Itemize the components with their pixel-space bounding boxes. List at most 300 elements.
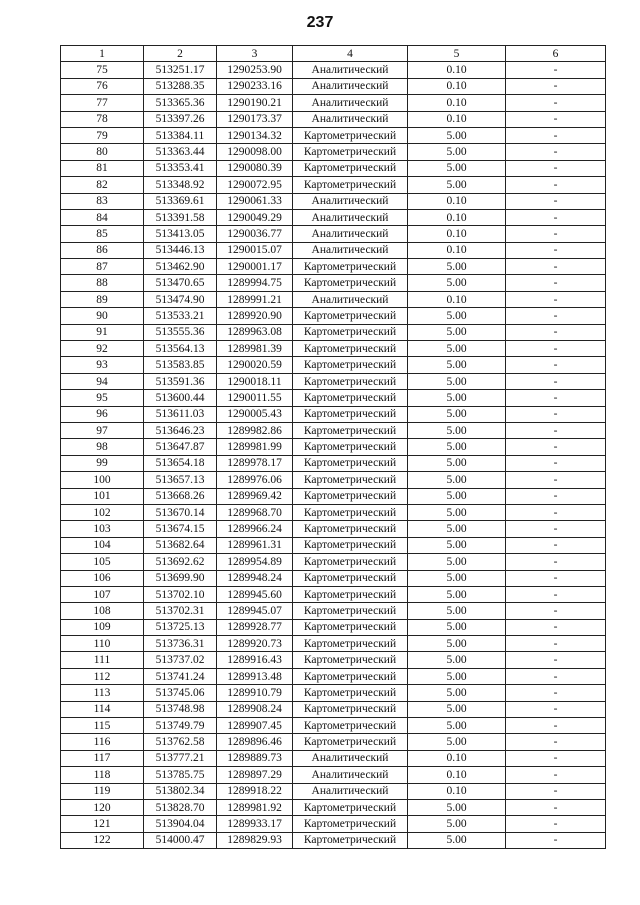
method-cell: Картометрический	[293, 259, 408, 275]
accuracy-cell: 5.00	[408, 406, 506, 422]
point-number-cell: 100	[61, 472, 144, 488]
accuracy-cell: 0.10	[408, 291, 506, 307]
method-cell: Аналитический	[293, 193, 408, 209]
x-coordinate-cell: 513413.05	[144, 226, 217, 242]
column-header-3: 3	[217, 46, 293, 62]
table-row	[61, 603, 606, 619]
point-number-cell: 109	[61, 619, 144, 635]
accuracy-cell: 5.00	[408, 701, 506, 717]
table-row	[61, 422, 606, 438]
point-number-cell: 80	[61, 144, 144, 160]
column-header-6: 6	[506, 46, 606, 62]
note-cell: -	[506, 521, 606, 537]
point-number-cell: 87	[61, 259, 144, 275]
table-row	[61, 619, 606, 635]
table-row	[61, 767, 606, 783]
point-number-cell: 95	[61, 390, 144, 406]
x-coordinate-cell: 513369.61	[144, 193, 217, 209]
x-coordinate-cell: 513702.10	[144, 586, 217, 602]
x-coordinate-cell: 513591.36	[144, 373, 217, 389]
y-coordinate-cell: 1289981.92	[217, 799, 293, 815]
table-row	[61, 570, 606, 586]
table-row	[61, 226, 606, 242]
x-coordinate-cell: 513353.41	[144, 160, 217, 176]
method-cell: Картометрический	[293, 160, 408, 176]
point-number-cell: 78	[61, 111, 144, 127]
table-row	[61, 734, 606, 750]
x-coordinate-cell: 513668.26	[144, 488, 217, 504]
x-coordinate-cell: 513904.04	[144, 816, 217, 832]
accuracy-cell: 5.00	[408, 619, 506, 635]
y-coordinate-cell: 1289829.93	[217, 832, 293, 848]
x-coordinate-cell: 513749.79	[144, 718, 217, 734]
point-number-cell: 94	[61, 373, 144, 389]
table-row	[61, 275, 606, 291]
accuracy-cell: 5.00	[408, 685, 506, 701]
y-coordinate-cell: 1290018.11	[217, 373, 293, 389]
note-cell: -	[506, 390, 606, 406]
y-coordinate-cell: 1290253.90	[217, 62, 293, 78]
accuracy-cell: 0.10	[408, 783, 506, 799]
accuracy-cell: 5.00	[408, 160, 506, 176]
accuracy-cell: 0.10	[408, 242, 506, 258]
x-coordinate-cell: 513670.14	[144, 504, 217, 520]
note-cell: -	[506, 439, 606, 455]
x-coordinate-cell: 514000.47	[144, 832, 217, 848]
note-cell: -	[506, 636, 606, 652]
y-coordinate-cell: 1289969.42	[217, 488, 293, 504]
x-coordinate-cell: 513384.11	[144, 127, 217, 143]
x-coordinate-cell: 513741.24	[144, 668, 217, 684]
note-cell: -	[506, 472, 606, 488]
method-cell: Картометрический	[293, 341, 408, 357]
note-cell: -	[506, 537, 606, 553]
y-coordinate-cell: 1289889.73	[217, 750, 293, 766]
table-row	[61, 177, 606, 193]
table-row	[61, 488, 606, 504]
table-row	[61, 521, 606, 537]
x-coordinate-cell: 513702.31	[144, 603, 217, 619]
y-coordinate-cell: 1289963.08	[217, 324, 293, 340]
y-coordinate-cell: 1289945.60	[217, 586, 293, 602]
accuracy-cell: 5.00	[408, 816, 506, 832]
point-number-cell: 97	[61, 422, 144, 438]
note-cell: -	[506, 406, 606, 422]
point-number-cell: 98	[61, 439, 144, 455]
x-coordinate-cell: 513474.90	[144, 291, 217, 307]
point-number-cell: 92	[61, 341, 144, 357]
table-row	[61, 799, 606, 815]
method-cell: Картометрический	[293, 799, 408, 815]
method-cell: Картометрический	[293, 603, 408, 619]
accuracy-cell: 5.00	[408, 521, 506, 537]
method-cell: Картометрический	[293, 521, 408, 537]
table-row	[61, 636, 606, 652]
method-cell: Аналитический	[293, 750, 408, 766]
method-cell: Картометрический	[293, 652, 408, 668]
table-row	[61, 537, 606, 553]
y-coordinate-cell: 1290098.00	[217, 144, 293, 160]
accuracy-cell: 5.00	[408, 554, 506, 570]
table-row	[61, 193, 606, 209]
x-coordinate-cell: 513462.90	[144, 259, 217, 275]
table-row	[61, 439, 606, 455]
x-coordinate-cell: 513533.21	[144, 308, 217, 324]
method-cell: Картометрический	[293, 537, 408, 553]
accuracy-cell: 5.00	[408, 652, 506, 668]
note-cell: -	[506, 783, 606, 799]
method-cell: Картометрический	[293, 390, 408, 406]
accuracy-cell: 5.00	[408, 455, 506, 471]
x-coordinate-cell: 513745.06	[144, 685, 217, 701]
table-row	[61, 750, 606, 766]
note-cell: -	[506, 144, 606, 160]
y-coordinate-cell: 1290049.29	[217, 209, 293, 225]
method-cell: Картометрический	[293, 668, 408, 684]
y-coordinate-cell: 1289910.79	[217, 685, 293, 701]
accuracy-cell: 5.00	[408, 177, 506, 193]
x-coordinate-cell: 513762.58	[144, 734, 217, 750]
method-cell: Картометрический	[293, 275, 408, 291]
y-coordinate-cell: 1289978.17	[217, 455, 293, 471]
table-row	[61, 586, 606, 602]
table-row	[61, 62, 606, 78]
column-header-2: 2	[144, 46, 217, 62]
table-row	[61, 341, 606, 357]
x-coordinate-cell: 513363.44	[144, 144, 217, 160]
point-number-cell: 84	[61, 209, 144, 225]
accuracy-cell: 5.00	[408, 308, 506, 324]
note-cell: -	[506, 78, 606, 94]
table-row	[61, 390, 606, 406]
note-cell: -	[506, 324, 606, 340]
y-coordinate-cell: 1290001.17	[217, 259, 293, 275]
y-coordinate-cell: 1289961.31	[217, 537, 293, 553]
y-coordinate-cell: 1290020.59	[217, 357, 293, 373]
point-number-cell: 101	[61, 488, 144, 504]
column-header-1: 1	[61, 46, 144, 62]
table-row	[61, 701, 606, 717]
y-coordinate-cell: 1289908.24	[217, 701, 293, 717]
table-row	[61, 209, 606, 225]
coordinates-table	[60, 45, 606, 849]
method-cell: Картометрический	[293, 734, 408, 750]
table-row	[61, 78, 606, 94]
accuracy-cell: 0.10	[408, 111, 506, 127]
point-number-cell: 90	[61, 308, 144, 324]
column-header-5: 5	[408, 46, 506, 62]
x-coordinate-cell: 513583.85	[144, 357, 217, 373]
y-coordinate-cell: 1289928.77	[217, 619, 293, 635]
x-coordinate-cell: 513251.17	[144, 62, 217, 78]
point-number-cell: 112	[61, 668, 144, 684]
table-row	[61, 504, 606, 520]
table-row	[61, 668, 606, 684]
x-coordinate-cell: 513748.98	[144, 701, 217, 717]
table-body	[61, 62, 606, 849]
note-cell: -	[506, 62, 606, 78]
accuracy-cell: 5.00	[408, 586, 506, 602]
point-number-cell: 113	[61, 685, 144, 701]
note-cell: -	[506, 816, 606, 832]
method-cell: Аналитический	[293, 111, 408, 127]
point-number-cell: 119	[61, 783, 144, 799]
point-number-cell: 79	[61, 127, 144, 143]
point-number-cell: 77	[61, 95, 144, 111]
y-coordinate-cell: 1289976.06	[217, 472, 293, 488]
y-coordinate-cell: 1290233.16	[217, 78, 293, 94]
method-cell: Картометрический	[293, 324, 408, 340]
point-number-cell: 110	[61, 636, 144, 652]
y-coordinate-cell: 1290134.32	[217, 127, 293, 143]
y-coordinate-cell: 1290005.43	[217, 406, 293, 422]
table-row	[61, 406, 606, 422]
method-cell: Аналитический	[293, 209, 408, 225]
point-number-cell: 99	[61, 455, 144, 471]
note-cell: -	[506, 767, 606, 783]
method-cell: Картометрический	[293, 718, 408, 734]
method-cell: Аналитический	[293, 783, 408, 799]
x-coordinate-cell: 513736.31	[144, 636, 217, 652]
table-row	[61, 291, 606, 307]
x-coordinate-cell: 513647.87	[144, 439, 217, 455]
accuracy-cell: 5.00	[408, 439, 506, 455]
note-cell: -	[506, 209, 606, 225]
point-number-cell: 96	[61, 406, 144, 422]
x-coordinate-cell: 513397.26	[144, 111, 217, 127]
note-cell: -	[506, 488, 606, 504]
accuracy-cell: 0.10	[408, 226, 506, 242]
y-coordinate-cell: 1289994.75	[217, 275, 293, 291]
x-coordinate-cell: 513654.18	[144, 455, 217, 471]
accuracy-cell: 0.10	[408, 750, 506, 766]
accuracy-cell: 0.10	[408, 193, 506, 209]
y-coordinate-cell: 1289948.24	[217, 570, 293, 586]
point-number-cell: 89	[61, 291, 144, 307]
accuracy-cell: 5.00	[408, 799, 506, 815]
point-number-cell: 107	[61, 586, 144, 602]
point-number-cell: 83	[61, 193, 144, 209]
x-coordinate-cell: 513725.13	[144, 619, 217, 635]
method-cell: Аналитический	[293, 291, 408, 307]
note-cell: -	[506, 127, 606, 143]
note-cell: -	[506, 111, 606, 127]
table-row	[61, 259, 606, 275]
method-cell: Картометрический	[293, 357, 408, 373]
note-cell: -	[506, 259, 606, 275]
accuracy-cell: 5.00	[408, 832, 506, 848]
point-number-cell: 93	[61, 357, 144, 373]
y-coordinate-cell: 1289907.45	[217, 718, 293, 734]
accuracy-cell: 5.00	[408, 734, 506, 750]
y-coordinate-cell: 1290190.21	[217, 95, 293, 111]
x-coordinate-cell: 513365.36	[144, 95, 217, 111]
accuracy-cell: 5.00	[408, 127, 506, 143]
y-coordinate-cell: 1290072.95	[217, 177, 293, 193]
x-coordinate-cell: 513611.03	[144, 406, 217, 422]
table-row	[61, 685, 606, 701]
point-number-cell: 120	[61, 799, 144, 815]
x-coordinate-cell: 513682.64	[144, 537, 217, 553]
note-cell: -	[506, 373, 606, 389]
y-coordinate-cell: 1290011.55	[217, 390, 293, 406]
y-coordinate-cell: 1290015.07	[217, 242, 293, 258]
accuracy-cell: 5.00	[408, 668, 506, 684]
point-number-cell: 111	[61, 652, 144, 668]
note-cell: -	[506, 570, 606, 586]
table-row	[61, 455, 606, 471]
table-row	[61, 95, 606, 111]
method-cell: Картометрический	[293, 570, 408, 586]
y-coordinate-cell: 1289920.73	[217, 636, 293, 652]
point-number-cell: 116	[61, 734, 144, 750]
y-coordinate-cell: 1289918.22	[217, 783, 293, 799]
accuracy-cell: 0.10	[408, 209, 506, 225]
table-row	[61, 127, 606, 143]
accuracy-cell: 5.00	[408, 341, 506, 357]
method-cell: Картометрический	[293, 144, 408, 160]
note-cell: -	[506, 95, 606, 111]
point-number-cell: 75	[61, 62, 144, 78]
accuracy-cell: 5.00	[408, 422, 506, 438]
method-cell: Аналитический	[293, 62, 408, 78]
note-cell: -	[506, 160, 606, 176]
x-coordinate-cell: 513699.90	[144, 570, 217, 586]
y-coordinate-cell: 1289968.70	[217, 504, 293, 520]
method-cell: Картометрический	[293, 308, 408, 324]
table-row	[61, 652, 606, 668]
x-coordinate-cell: 513391.58	[144, 209, 217, 225]
point-number-cell: 85	[61, 226, 144, 242]
point-number-cell: 117	[61, 750, 144, 766]
x-coordinate-cell: 513600.44	[144, 390, 217, 406]
y-coordinate-cell: 1289933.17	[217, 816, 293, 832]
method-cell: Картометрический	[293, 586, 408, 602]
point-number-cell: 118	[61, 767, 144, 783]
accuracy-cell: 0.10	[408, 62, 506, 78]
point-number-cell: 91	[61, 324, 144, 340]
accuracy-cell: 5.00	[408, 259, 506, 275]
table-row	[61, 111, 606, 127]
column-header-4: 4	[293, 46, 408, 62]
method-cell: Картометрический	[293, 685, 408, 701]
method-cell: Картометрический	[293, 472, 408, 488]
note-cell: -	[506, 652, 606, 668]
accuracy-cell: 0.10	[408, 95, 506, 111]
note-cell: -	[506, 619, 606, 635]
point-number-cell: 105	[61, 554, 144, 570]
x-coordinate-cell: 513348.92	[144, 177, 217, 193]
method-cell: Картометрический	[293, 373, 408, 389]
point-number-cell: 114	[61, 701, 144, 717]
accuracy-cell: 5.00	[408, 324, 506, 340]
x-coordinate-cell: 513470.65	[144, 275, 217, 291]
accuracy-cell: 5.00	[408, 357, 506, 373]
method-cell: Аналитический	[293, 767, 408, 783]
x-coordinate-cell: 513737.02	[144, 652, 217, 668]
x-coordinate-cell: 513802.34	[144, 783, 217, 799]
method-cell: Картометрический	[293, 406, 408, 422]
accuracy-cell: 5.00	[408, 504, 506, 520]
accuracy-cell: 5.00	[408, 570, 506, 586]
note-cell: -	[506, 291, 606, 307]
table-row	[61, 832, 606, 848]
note-cell: -	[506, 242, 606, 258]
note-cell: -	[506, 832, 606, 848]
table-row	[61, 242, 606, 258]
method-cell: Картометрический	[293, 816, 408, 832]
point-number-cell: 86	[61, 242, 144, 258]
x-coordinate-cell: 513657.13	[144, 472, 217, 488]
y-coordinate-cell: 1289916.43	[217, 652, 293, 668]
method-cell: Картометрический	[293, 619, 408, 635]
note-cell: -	[506, 341, 606, 357]
note-cell: -	[506, 177, 606, 193]
y-coordinate-cell: 1290061.33	[217, 193, 293, 209]
note-cell: -	[506, 504, 606, 520]
x-coordinate-cell: 513288.35	[144, 78, 217, 94]
note-cell: -	[506, 226, 606, 242]
y-coordinate-cell: 1289896.46	[217, 734, 293, 750]
method-cell: Картометрический	[293, 455, 408, 471]
y-coordinate-cell: 1289920.90	[217, 308, 293, 324]
note-cell: -	[506, 734, 606, 750]
x-coordinate-cell: 513828.70	[144, 799, 217, 815]
y-coordinate-cell: 1289945.07	[217, 603, 293, 619]
table-row	[61, 718, 606, 734]
note-cell: -	[506, 422, 606, 438]
method-cell: Картометрический	[293, 488, 408, 504]
table-row	[61, 554, 606, 570]
point-number-cell: 81	[61, 160, 144, 176]
table-row	[61, 144, 606, 160]
accuracy-cell: 5.00	[408, 636, 506, 652]
x-coordinate-cell: 513555.36	[144, 324, 217, 340]
method-cell: Аналитический	[293, 78, 408, 94]
table-header-row	[61, 46, 606, 62]
accuracy-cell: 5.00	[408, 373, 506, 389]
table-row	[61, 160, 606, 176]
note-cell: -	[506, 668, 606, 684]
y-coordinate-cell: 1289954.89	[217, 554, 293, 570]
method-cell: Картометрический	[293, 701, 408, 717]
page-number: 237	[306, 14, 334, 31]
note-cell: -	[506, 308, 606, 324]
point-number-cell: 122	[61, 832, 144, 848]
y-coordinate-cell: 1289966.24	[217, 521, 293, 537]
note-cell: -	[506, 685, 606, 701]
accuracy-cell: 5.00	[408, 603, 506, 619]
point-number-cell: 82	[61, 177, 144, 193]
accuracy-cell: 0.10	[408, 767, 506, 783]
table-row	[61, 816, 606, 832]
table-row	[61, 308, 606, 324]
point-number-cell: 76	[61, 78, 144, 94]
method-cell: Аналитический	[293, 226, 408, 242]
note-cell: -	[506, 554, 606, 570]
y-coordinate-cell: 1289982.86	[217, 422, 293, 438]
method-cell: Картометрический	[293, 554, 408, 570]
accuracy-cell: 0.10	[408, 78, 506, 94]
note-cell: -	[506, 455, 606, 471]
x-coordinate-cell: 513674.15	[144, 521, 217, 537]
y-coordinate-cell: 1290080.39	[217, 160, 293, 176]
method-cell: Картометрический	[293, 422, 408, 438]
method-cell: Картометрический	[293, 832, 408, 848]
y-coordinate-cell: 1290036.77	[217, 226, 293, 242]
note-cell: -	[506, 275, 606, 291]
method-cell: Картометрический	[293, 127, 408, 143]
